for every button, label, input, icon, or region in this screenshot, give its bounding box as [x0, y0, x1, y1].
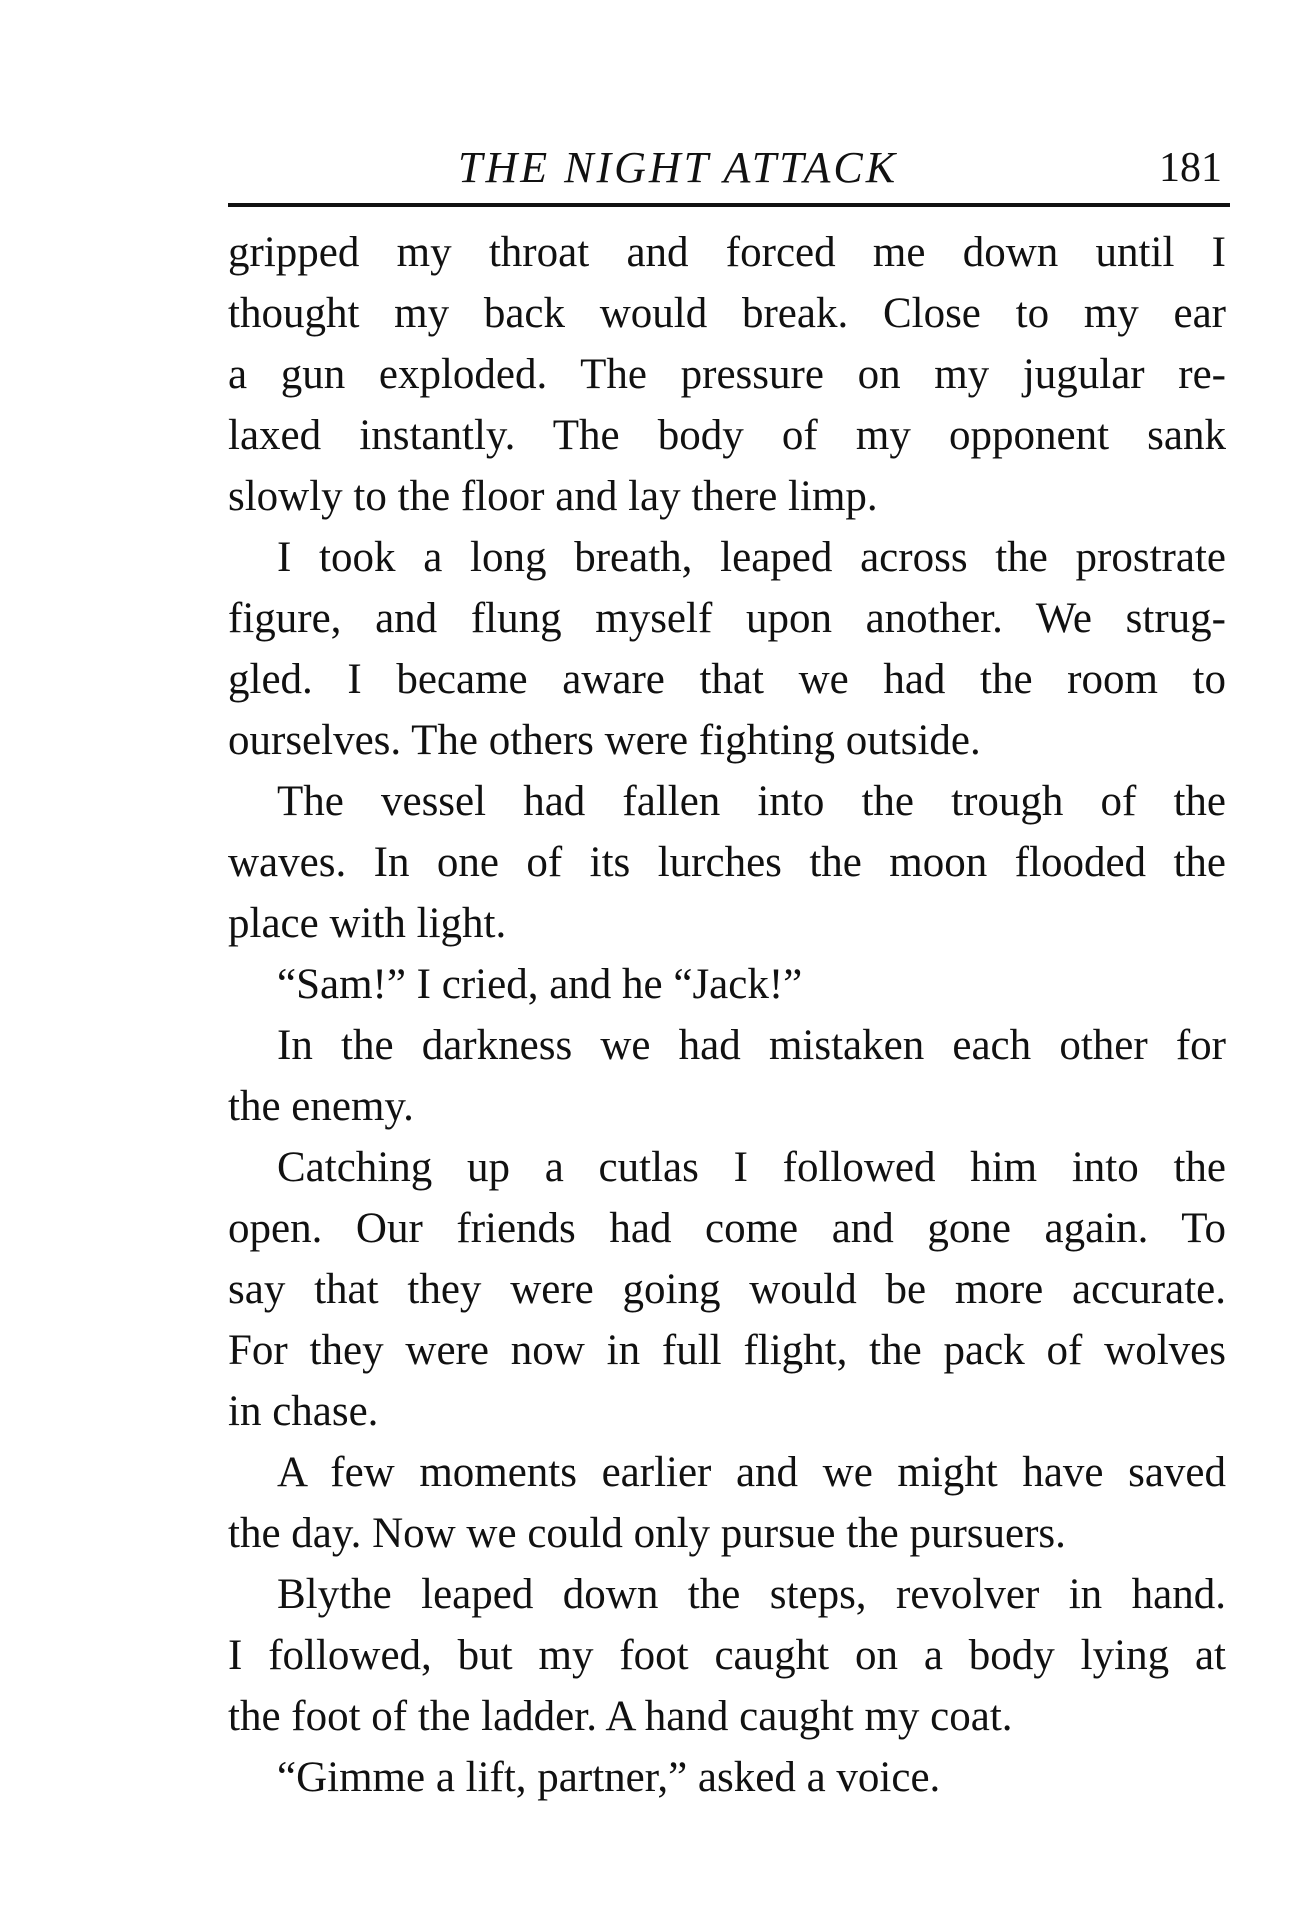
- text-line: The vessel had fallen into the trough of the: [277, 778, 1226, 825]
- paragraph: [228, 1015, 1226, 1137]
- paragraph: [228, 1137, 1226, 1442]
- text-line: Catching up a cutlas I followed him into the: [277, 1144, 1226, 1191]
- text-line: figure, and flung myself upon another. We strug-: [228, 595, 1226, 642]
- text-line: A few moments earlier and we might have saved: [277, 1449, 1226, 1496]
- text-line: I followed, but my foot caught on a body lying at: [228, 1632, 1226, 1679]
- text-line: “Sam!” I cried, and he “Jack!”: [277, 961, 803, 1008]
- paragraph: [228, 1747, 1226, 1808]
- paragraph: [228, 954, 1226, 1015]
- text-line: gled. I became aware that we had the room to: [228, 656, 1226, 703]
- text-line: a gun exploded. The pressure on my jugular re-: [228, 351, 1226, 398]
- text-line: waves. In one of its lurches the moon flooded the: [228, 839, 1226, 886]
- text-line: the enemy.: [228, 1083, 414, 1130]
- paragraph: [228, 527, 1226, 771]
- page-number: 181: [1159, 145, 1222, 191]
- text-line: the day. Now we could only pursue the pursuers.: [228, 1510, 1066, 1557]
- text-line: slowly to the floor and lay there limp.: [228, 473, 878, 520]
- text-line: “Gimme a lift, partner,” asked a voice.: [277, 1754, 941, 1801]
- text-line: place with light.: [228, 900, 507, 947]
- text-line: say that they were going would be more accurate.: [228, 1266, 1226, 1313]
- chapter-title: THE NIGHT ATTACK: [458, 143, 899, 192]
- text-line: I took a long breath, leaped across the prostrate: [277, 534, 1226, 581]
- paragraph: [228, 1564, 1226, 1747]
- paragraph: [228, 222, 1226, 527]
- text-line: the foot of the ladder. A hand caught my coat.: [228, 1693, 1013, 1740]
- text-line: in chase.: [228, 1388, 379, 1435]
- header-rule: [228, 203, 1230, 207]
- text-line: ourselves. The others were fighting outside.: [228, 717, 981, 764]
- running-head: [228, 138, 1230, 198]
- text-line: In the darkness we had mistaken each other for: [277, 1022, 1226, 1069]
- text-line: gripped my throat and forced me down until I: [228, 229, 1226, 276]
- paragraph: [228, 1442, 1226, 1564]
- text-line: Blythe leaped down the steps, revolver in hand.: [277, 1571, 1226, 1618]
- text-line: laxed instantly. The body of my opponent sank: [228, 412, 1226, 459]
- text-line: thought my back would break. Close to my ear: [228, 290, 1226, 337]
- body-text: [228, 222, 1226, 1808]
- text-line: open. Our friends had come and gone again. To: [228, 1205, 1226, 1252]
- text-line: For they were now in full flight, the pack of wolves: [228, 1327, 1226, 1374]
- paragraph: [228, 771, 1226, 954]
